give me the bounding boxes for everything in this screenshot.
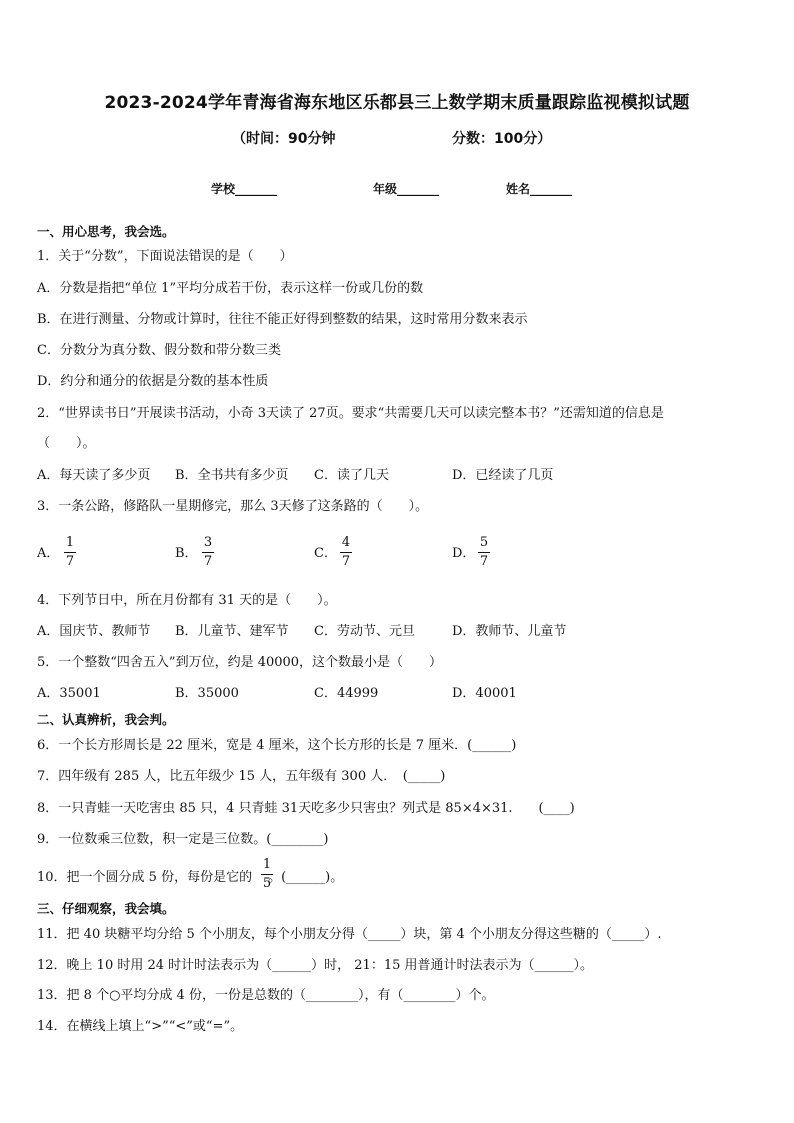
fraction-bar (340, 552, 352, 553)
question-2-option-d[interactable]: D．已经读了几页 (452, 468, 554, 483)
question-2-stem-cont: （ ）。 (37, 436, 96, 451)
question-13[interactable]: 13．把 8 个○平均分成 4 份，一份是总数的（________），有（________）个。 (37, 988, 495, 1003)
exam-meta (232, 128, 552, 148)
question-10-text: 10．把一个圆分成 5 份，每份是它的 (37, 870, 253, 885)
question-4-option-c[interactable]: C．劳动节、元旦 (314, 624, 415, 639)
question-3-option-b-fraction[interactable] (202, 535, 214, 570)
question-3-option-d-label[interactable]: D． (452, 546, 476, 561)
question-5-option-a[interactable]: A．35001 (37, 686, 101, 701)
total-score: 分数：100分） (452, 131, 552, 147)
question-5-option-c[interactable]: C．44999 (314, 686, 379, 701)
question-1-option-a[interactable]: A．分数是指把“单位 1”平均分成若干份，表示这样一份或几份的数 (37, 281, 424, 296)
question-10-text-end: 。(______)。 (268, 870, 344, 885)
fraction-numerator: 1 (262, 857, 272, 872)
fraction-denominator: 7 (65, 554, 75, 569)
school-field[interactable]: 学校_______ (211, 182, 278, 196)
question-7[interactable]: 7．四年级有 285 人，比五年级少 15 人，五年级有 300 人． (_____) (37, 769, 446, 784)
fraction-bar (478, 552, 490, 553)
question-4-option-d[interactable]: D．教师节、儿童节 (452, 624, 567, 639)
question-4-option-b[interactable]: B．儿童节、建军节 (175, 624, 289, 639)
question-14: 14．在横线上填上“>”“<”或“=”。 (37, 1019, 244, 1034)
question-3-option-c-label[interactable]: C． (314, 546, 337, 561)
question-2-option-a[interactable]: A．每天读了多少页 (37, 468, 151, 483)
question-8[interactable]: 8．一只青蛙一天吃害虫 85 只，4 只青蛙 31天吃多少只害虫？列式是 85×4×31. (____) (37, 801, 575, 816)
exam-title: 2023-2024学年青海省海东地区乐都县三上数学期末质量跟踪监视模拟试题 (104, 93, 690, 113)
question-10[interactable] (37, 869, 343, 887)
question-5-option-d[interactable]: D．40001 (452, 686, 517, 701)
fraction-bar (64, 552, 76, 553)
fraction-bar (202, 552, 214, 553)
question-5-option-b[interactable]: B．35000 (175, 686, 239, 701)
question-1-stem: 1．关于“分数”，下面说法错误的是（ ） (37, 249, 293, 264)
name-field[interactable]: 姓名_______ (506, 182, 573, 196)
fraction-numerator: 3 (203, 535, 213, 550)
grade-field[interactable]: 年级_______ (373, 182, 440, 196)
question-3-option-a-fraction[interactable] (64, 535, 76, 570)
fraction-numerator: 1 (65, 535, 75, 550)
fraction-numerator: 4 (341, 535, 351, 550)
question-9[interactable]: 9．一位数乘三位数，积一定是三位数。(________) (37, 832, 329, 847)
time-limit: （时间：90分钟 (232, 131, 336, 147)
question-10-fraction (261, 857, 273, 892)
question-1-option-c[interactable]: C．分数分为真分数、假分数和带分数三类 (37, 343, 281, 358)
question-12[interactable]: 12．晚上 10 时用 24 时计时法表示为（______）时， 21：15 用普通计时法表示为（______）。 (37, 958, 594, 973)
fraction-denominator: 5 (262, 876, 272, 891)
fraction-denominator: 7 (341, 554, 351, 569)
fraction-numerator: 5 (479, 535, 489, 550)
question-11[interactable]: 11．把 40 块糖平均分给 5 个小朋友，每个小朋友分得（_____）块，第 4 个小朋友分得这些糖的（_____）. (37, 927, 662, 942)
question-3-option-c-fraction[interactable] (340, 535, 352, 570)
question-4-option-a[interactable]: A．国庆节、教师节 (37, 624, 151, 639)
section-heading-3: 三、仔细观察，我会填。 (37, 901, 175, 916)
question-1-option-d[interactable]: D．约分和通分的依据是分数的基本性质 (37, 374, 269, 389)
fraction-denominator: 7 (479, 554, 489, 569)
question-1-option-b[interactable]: B．在进行测量、分物或计算时，往往不能正好得到整数的结果，这时常用分数来表示 (37, 312, 528, 327)
question-3-option-a-label[interactable]: A． (37, 546, 60, 561)
question-3-option-d-fraction[interactable] (478, 535, 490, 570)
question-2-option-b[interactable]: B．全书共有多少页 (175, 468, 289, 483)
section-heading-2: 二、认真辨析，我会判。 (37, 712, 175, 727)
question-2-option-c[interactable]: C．读了几天 (314, 468, 389, 483)
question-3-option-b-label[interactable]: B． (175, 546, 198, 561)
question-2-stem: 2．“世界读书日”开展读书活动，小奇 3天读了 27页。要求“共需要几天可以读完整本书？”还需知道的信息是 (37, 406, 664, 421)
question-5-stem: 5．一个整数“四舍五入”到万位，约是 40000，这个数最小是（ ） (37, 655, 443, 670)
section-heading-1: 一、用心思考，我会选。 (37, 224, 175, 239)
question-6[interactable]: 6．一个长方形周长是 22 厘米，宽是 4 厘米，这个长方形的长是 7 厘米．(______) (37, 738, 517, 753)
fraction-bar (261, 874, 273, 875)
question-4-stem: 4．下列节日中，所在月份都有 31 天的是（ ）。 (37, 593, 337, 608)
question-3-stem: 3．一条公路，修路队一星期修完，那么 3天修了这条路的（ ）。 (37, 499, 429, 514)
fraction-denominator: 7 (203, 554, 213, 569)
